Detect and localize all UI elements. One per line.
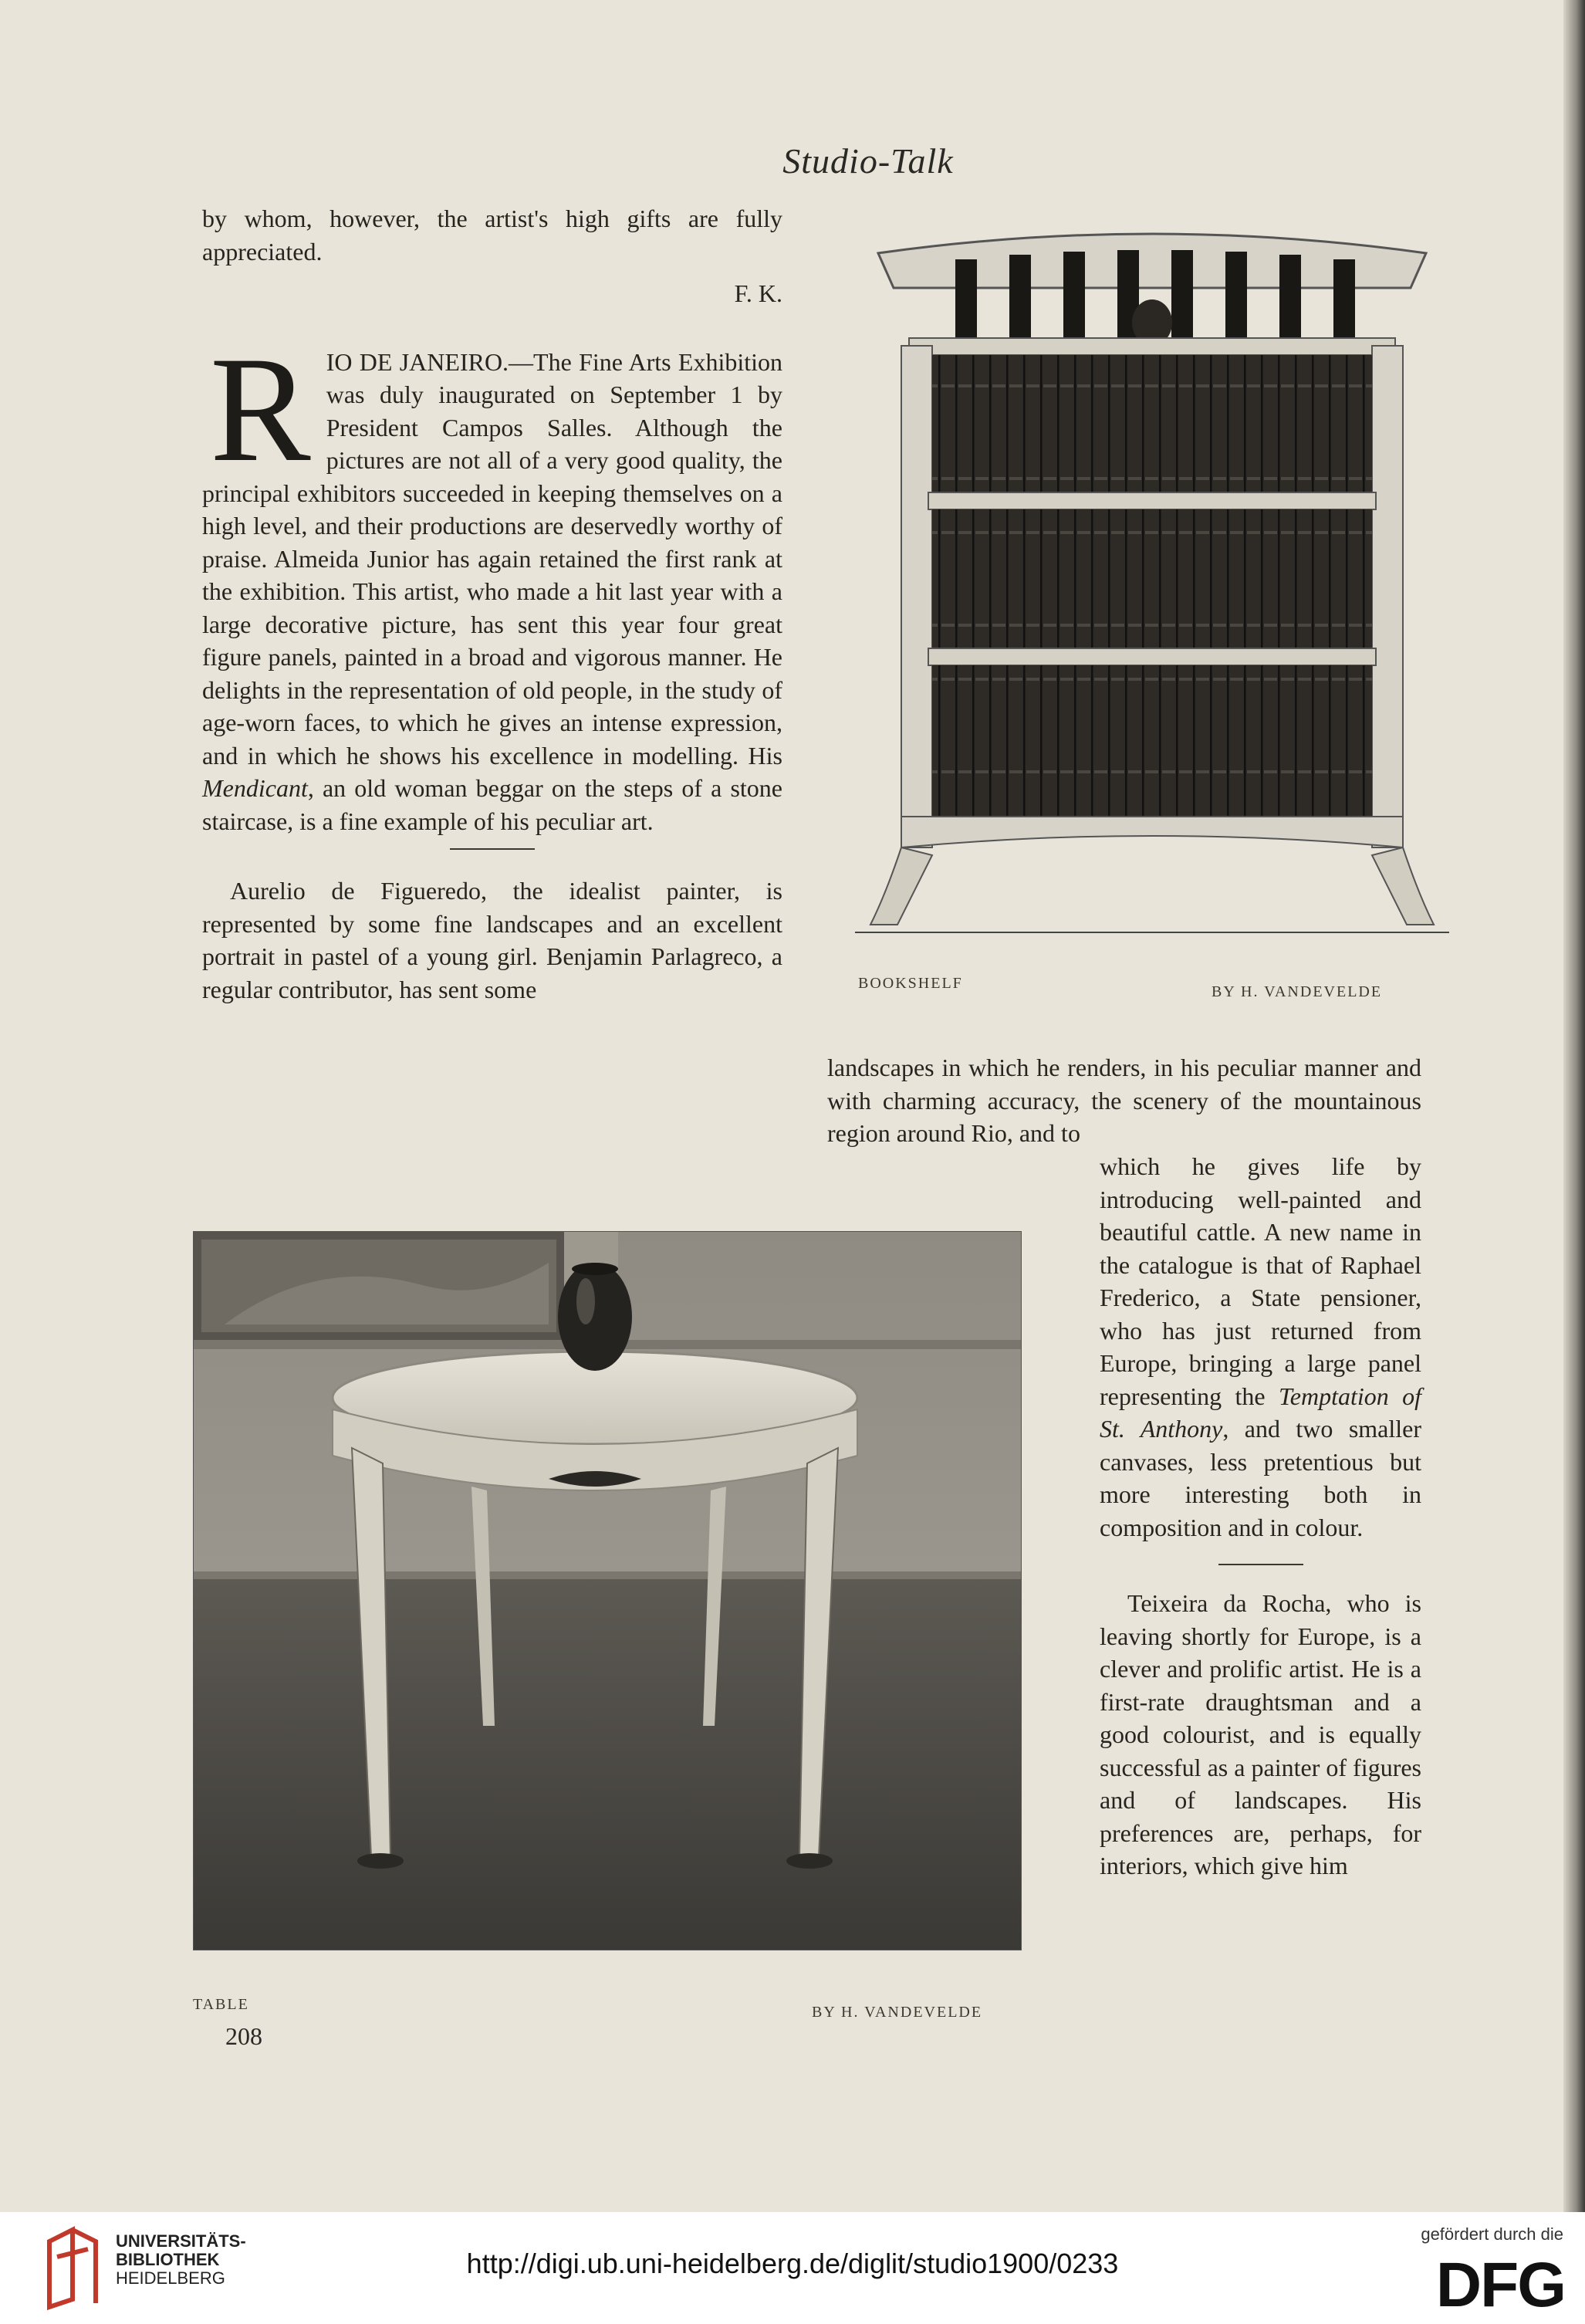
aurelio-paragraph: Aurelio de Figueredo, the idealist painter, is represented by some fine landscapes and an excellent portrait in pastel of a young girl. Benjamin Parlagreco, a regular contributor, has sent some: [202, 877, 782, 1003]
page-edge-shadow: [1563, 0, 1585, 2212]
temptation-title: Temptation of St. Anthony: [1100, 1382, 1422, 1443]
table-photograph: [193, 1231, 1022, 1950]
teixeira-paragraph: Teixeira da Rocha, who is leaving shortly for Europe, is a clever and prolific artist. He is a first-rate draughtsman and a good colourist, and is equally successful as a painter of figures and of landscapes. His preferences are, perhaps, for interiors, which give him: [1100, 1589, 1421, 1879]
dfg-logo: DFG: [1435, 2250, 1565, 2320]
frederico-paragraph: [1100, 1150, 1421, 1544]
right-column-continuation: landscapes in which he renders, in his peculiar manner and with charming accuracy, the scenery of the mountainous region around Rio, and to: [827, 1054, 1421, 1147]
drop-cap: R: [210, 325, 311, 493]
table-caption-title: TABLE: [193, 1996, 249, 2013]
funded-by-note: gefördert durch die: [1421, 2224, 1563, 2244]
left-column: [202, 202, 782, 1006]
bookshelf-illustration: [855, 215, 1449, 944]
library-line-3: HEIDELBERG: [116, 2268, 225, 2288]
frederico-text-end: , and two smaller canvases, less pretentious but more interesting both in composition and in colour.: [1100, 1415, 1422, 1541]
frederico-text: which he gives life by introducing well-painted and beautiful cattle. A new name in the catalogue is that of Raphael Frederico, a State pensioner, who has just returned from Europe, bringing a large panel representing the: [1100, 1152, 1421, 1410]
section-rule: [450, 848, 535, 850]
bookshelf-caption-title: BOOKSHELF: [858, 975, 963, 992]
bookshelf-caption-credit: BY H. VANDEVELDE: [1212, 983, 1383, 1000]
table-caption-credit: BY H. VANDEVELDE: [812, 2004, 983, 2021]
page-number: 208: [225, 2022, 262, 2050]
library-line-1: UNIVERSITÄTS-: [116, 2231, 246, 2251]
source-url-link[interactable]: http://digi.ub.uni-heidelberg.de/diglit/studio1900/0233: [466, 2248, 1119, 2279]
right-narrow-column: [1100, 1150, 1421, 1883]
rio-paragraph: [202, 325, 782, 838]
mendicant-title: Mendicant: [202, 774, 308, 802]
rio-text-end: , an old woman beggar on the steps of a stone staircase, is a fine example of his peculiar art.: [202, 774, 782, 835]
signature: F. K.: [734, 279, 782, 307]
opening-paragraph: by whom, however, the artist's high gifts are fully appreciated.: [202, 205, 782, 266]
rio-text: IO DE JANEIRO.—The Fine Arts Exhibition was duly inaugurated on September 1 by President Campos Salles. Although the pictures are not all of a very good quality, the principal exhibitors succeeded in keeping themselves on a high level, and their productions are deservedly worthy of praise. Almeida Junior has again retained the first rank at the exhibition. This artist, who made a hit last year with a large decorative picture, has sent this year four great figure panels, painted in a broad and vigorous manner. He delights in the representation of old people, in the study of age-worn faces, to which he gives an intense expression, and in which he shows his excellence in modelling. His: [202, 347, 782, 770]
section-rule-2: [1218, 1564, 1303, 1565]
running-title: Studio-Talk: [782, 141, 954, 181]
library-line-2: BIBLIOTHEK: [116, 2250, 220, 2269]
